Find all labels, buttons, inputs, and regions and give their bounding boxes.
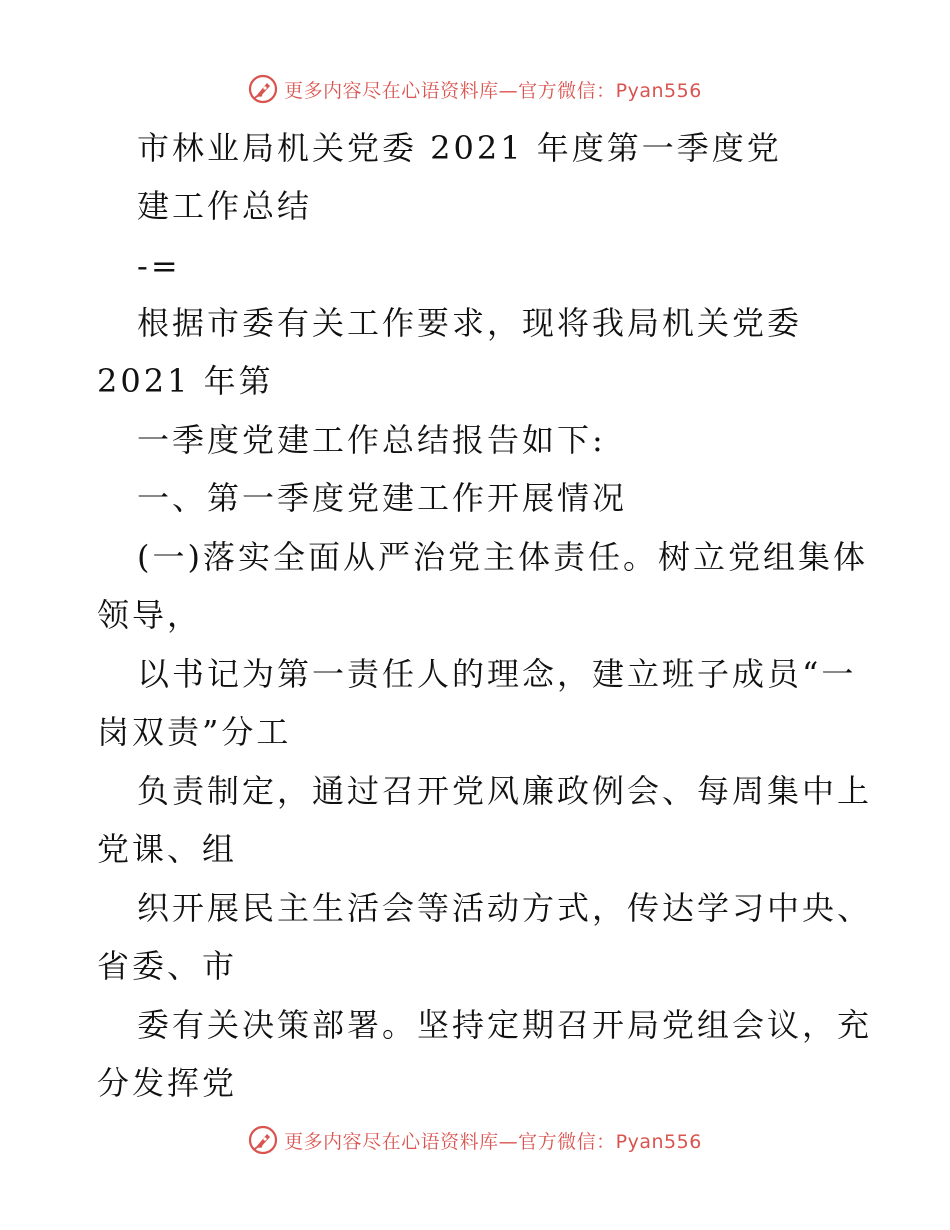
watermark-text: 更多内容尽在心语资料库—官方微信：Pyan556	[284, 1130, 702, 1153]
paragraph-line: 岗双责”分工	[97, 713, 292, 751]
paragraph-line: 分发挥党	[97, 1064, 238, 1102]
paragraph-line: (一)落实全面从严治党主体责任。树立党组集体	[137, 538, 868, 576]
title-line-1: 市林业局机关党委 2021 年度第一季度党	[137, 129, 782, 167]
header-watermark	[0, 71, 950, 107]
paragraph-line: 省委、市	[97, 947, 238, 985]
pen-nib-logo-icon	[248, 1125, 278, 1155]
title-line-2: 建工作总结	[137, 187, 313, 225]
paragraph-line: 领导，	[97, 596, 203, 634]
paragraph-line: 以书记为第一责任人的理念，建立班子成员“一	[137, 655, 857, 693]
watermark-text: 更多内容尽在心语资料库—官方微信：Pyan556	[284, 79, 702, 102]
footer-watermark	[0, 1122, 950, 1158]
marker-line: -=	[137, 247, 181, 285]
pen-nib-logo-icon	[248, 74, 278, 104]
paragraph-line: 2021 年第	[97, 362, 274, 400]
paragraph-line: 负责制定，通过召开党风廉政例会、每周集中上	[137, 772, 873, 810]
paragraph-line: 党课、组	[97, 830, 238, 868]
paragraph-line: 委有关决策部署。坚持定期召开局党组会议，充	[137, 1006, 873, 1044]
paragraph-line: 一季度党建工作总结报告如下:	[137, 421, 606, 459]
paragraph-line: 织开展民主生活会等活动方式，传达学习中央、	[137, 889, 873, 927]
section-heading: 一、第一季度党建工作开展情况	[137, 479, 628, 517]
paragraph-line: 根据市委有关工作要求，现将我局机关党委	[137, 304, 803, 342]
